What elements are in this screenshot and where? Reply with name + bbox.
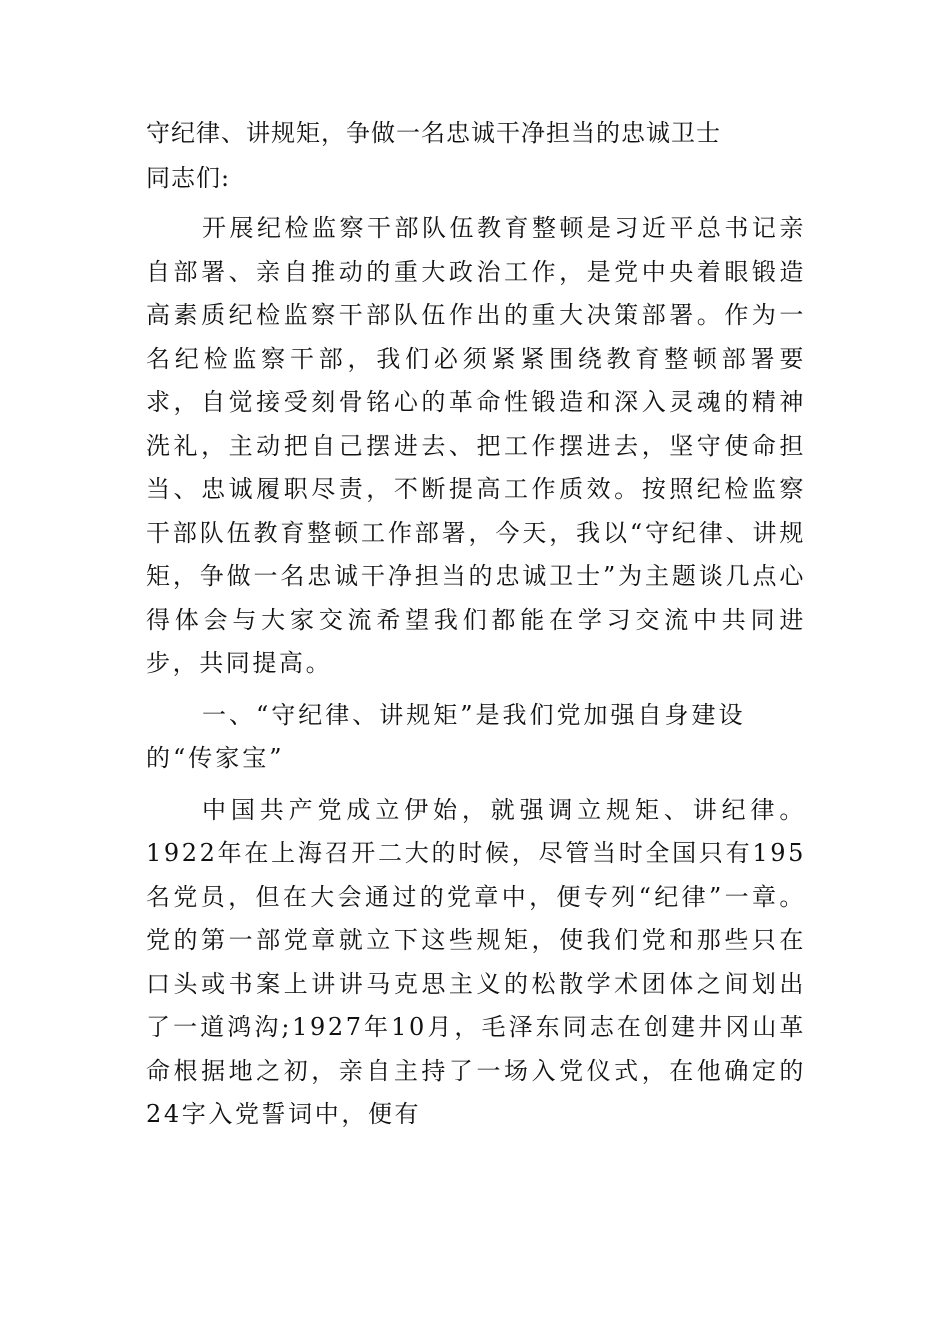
salutation: 同志们: [146,163,231,192]
section-1-paragraph: 中国共产党成立伊始，就强调立规矩、讲纪律。1922年在上海召开二大的时候，尽管当时全国只有195名党员，但在大会通过的党章中，便专列“纪律”一章。党的第一部党章就立下这些规矩，使我们党和那些只在口头或书案上讲讲马克思主义的松散学术团体之间划出了一道鸿沟;1927年10月，毛泽东同志在创建井冈山革命根据地之初，亲自主持了一场入党仪式，在他确定的24字入党誓词中，便有 [146,795,806,1128]
document-title: 守纪律、讲规矩，争做一名忠诚干净担当的忠诚卫士 [146,119,721,147]
document-body [146,112,806,1145]
intro-paragraph: 开展纪检监察干部队伍教育整顿是习近平总书记亲自部署、亲自推动的重大政治工作，是党中央着眼锻造高素质纪检监察干部队伍作出的重大决策部署。作为一名纪检监察干部，我们必须紧紧围绕教育整顿部署要求，自觉接受刻骨铭心的革命性锻造和深入灵魂的精神洗礼，主动把自己摆进去、把工作摆进去，坚守使命担当、忠诚履职尽责，不断提高工作质效。按照纪检监察干部队伍教育整顿工作部署，今天，我以“守纪律、讲规矩，争做一名忠诚干净担当的忠诚卫士”为主题谈几点心得体会与大家交流希望我们都能在学习交流中共同进步，共同提高。 [146,214,806,677]
section-1-heading: 一、“守纪律、讲规矩”是我们党加强自身建设的“传家宝” [146,700,746,772]
